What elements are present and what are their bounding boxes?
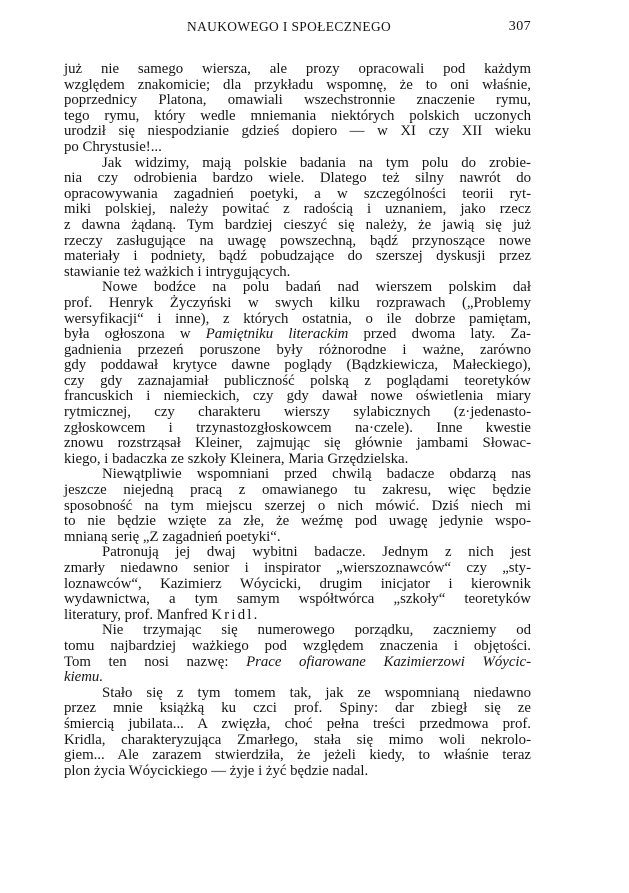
text-line: z dawna żądaną. Tym bardziej cieszyć się należy, że jawią się już — [64, 216, 531, 233]
text-line: wersyfikacji“ i inne), z których ostatnia, o ile dobrze pamiętam, — [64, 310, 531, 327]
text-line: francuskich i niemieckich, czy gdy dawał nowe oświetlenia miary — [64, 388, 531, 405]
text-line: znowu rozstrząsał Kleiner, zajmując się głównie jambami Słowac- — [64, 435, 531, 452]
text-line: mnianą serię „Z zagadnień poetyki“. — [64, 528, 281, 545]
text-line: rytmicznej, czy charakteru wierszy sylabicznych (z·jedenasto- — [64, 404, 531, 421]
text-line: literatury, prof. Manfred Kridl. — [64, 606, 258, 623]
text-line: Nowe bodźce na polu badań nad wierszem polskim dał — [102, 279, 531, 296]
text-line: Tom ten nosi nazwę: Prace ofiarowane Kazimierzowi Wóycic- — [64, 653, 531, 670]
italic-title: kiemu. — [64, 669, 104, 686]
text-line: sposobność na tym miejscu szerzej o nich mówić. Dziś niech mi — [64, 497, 531, 514]
text-line: stawianie też ważkich i intrygujących. — [64, 263, 291, 280]
text-line: już nie samego wiersza, ale prozy opracowali pod każdym — [64, 61, 531, 77]
text-line: Kridla, charakteryzująca Zmarłego, stała się mimo woli nekrolo- — [64, 731, 531, 748]
paragraph — [64, 623, 531, 685]
text-line: zgłoskowcem i trzynastozgłoskowcem na·czele). Inne kwestie — [64, 419, 531, 436]
italic-title: Prace ofiarowane Kazimierzowi Wóycic- — [246, 653, 531, 670]
text-line: to nie będzie wzięte za złe, że weźmę pod uwagę jedynie wspo- — [64, 513, 531, 530]
text-line: tomu najbardziej ważkiego pod względem znaczenia i objętości. — [64, 637, 531, 654]
text-line: wydawnictwa, a tym samym współtwórca „szkoły“ teoretyków — [64, 591, 531, 608]
text-line: tego rymu, który wedle mniemania niektórych polskich uczonych — [64, 107, 531, 124]
paragraph — [64, 62, 531, 156]
paragraph — [64, 280, 531, 467]
text-line: rzeczy zasługujące na uwagę powszechną, bądź przynoszące nowe — [64, 232, 531, 249]
spaced-name: Kridl — [211, 606, 254, 623]
page-header — [64, 19, 531, 41]
text-line: Patronują jej dwaj wybitni badacze. Jednym z nich jest — [102, 544, 531, 561]
text-line: nia czy odrobienia bardzo wiele. Dlatego też silny nawrót do — [64, 170, 531, 187]
text-line: prof. Henryk Życzyński w swych kilku rozprawach („Problemy — [64, 294, 531, 311]
text-line: Jak widzimy, mają polskie badania na tym polu do zrobie- — [102, 154, 531, 171]
text-line: Stało się z tym tomem tak, jak ze wspomnianą niedawno — [102, 684, 531, 701]
text-line: jeszcze niejedną pracą z omawianego tu zakresu, więc będzie — [64, 482, 531, 499]
text-line: czy gdy zaznajamiał publiczność polską z poglądami teoretyków — [64, 372, 531, 389]
paragraph — [64, 686, 531, 780]
text-line: po Chrystusie!... — [64, 138, 162, 155]
text-line: urodził się niespodzianie gdzieś dopiero — w XI czy XII wieku — [64, 123, 531, 140]
text-line: poprzednicy Platona, omawiali wszechstronnie znaczenie rymu, — [64, 92, 531, 109]
text-line: zmarły niedawno senior i inspirator „wierszoznawców“ czy „sty- — [64, 560, 531, 576]
text-line: śmiercią jubilata... A zwięzła, choć pełna treści przedmowa prof. — [64, 715, 531, 732]
text-line — [64, 670, 531, 686]
text-line: kiego, i badaczka ze szkoły Kleinera, Maria Grzędzielska. — [64, 450, 409, 467]
text-line: plon życia Wóycickiego — żyje i żyć będzie nadal. — [64, 762, 369, 779]
text-line: gdy poddawał krytyce dawne poglądy (Bądzkiewicza, Małeckiego), — [64, 357, 531, 374]
text-line: była ogłoszona w Pamiętniku literackim przed dwoma laty. Za- — [64, 326, 531, 343]
text-line: opracowywania zagadnień poetyki, a w szczególności teorii ryt- — [64, 185, 531, 202]
text-line: materiały i podniety, bądź pobudzające do szerszej dyskusji przez — [64, 248, 531, 265]
text-line: giem... Ale zarazem stwierdziła, że jeżeli kiedy, to właśnie teraz — [64, 747, 531, 764]
italic-title: Pamiętniku literackim — [205, 326, 349, 343]
text-line: względem znakomicie; dla przykładu wspomnę, że to oni właśnie, — [64, 76, 531, 93]
text-line: miki polskiej, należy powitać z radością i uznaniem, jako rzecz — [64, 201, 531, 218]
paragraph — [64, 467, 531, 545]
text-line: przez mnie książką ku czci prof. Spiny: dar zbiegł się ze — [64, 700, 531, 717]
text-line: loznawców“, Kazimierz Wóycicki, drugim inicjator i kierownik — [64, 575, 531, 592]
text-line: Nie trzymając się numerowego porządku, zaczniemy od — [102, 622, 531, 639]
page-body — [64, 62, 531, 779]
text-line: gadnienia przezeń poruszone były różnorodne i ważne, zarówno — [64, 341, 531, 358]
page-number: 307 — [508, 19, 531, 34]
paragraph — [64, 156, 531, 281]
running-title: NAUKOWEGO I SPOŁECZNEGO — [187, 19, 392, 34]
paragraph — [64, 545, 531, 623]
text-line: Niewątpliwie wspomniani przed chwilą badacze obdarzą nas — [102, 466, 531, 483]
